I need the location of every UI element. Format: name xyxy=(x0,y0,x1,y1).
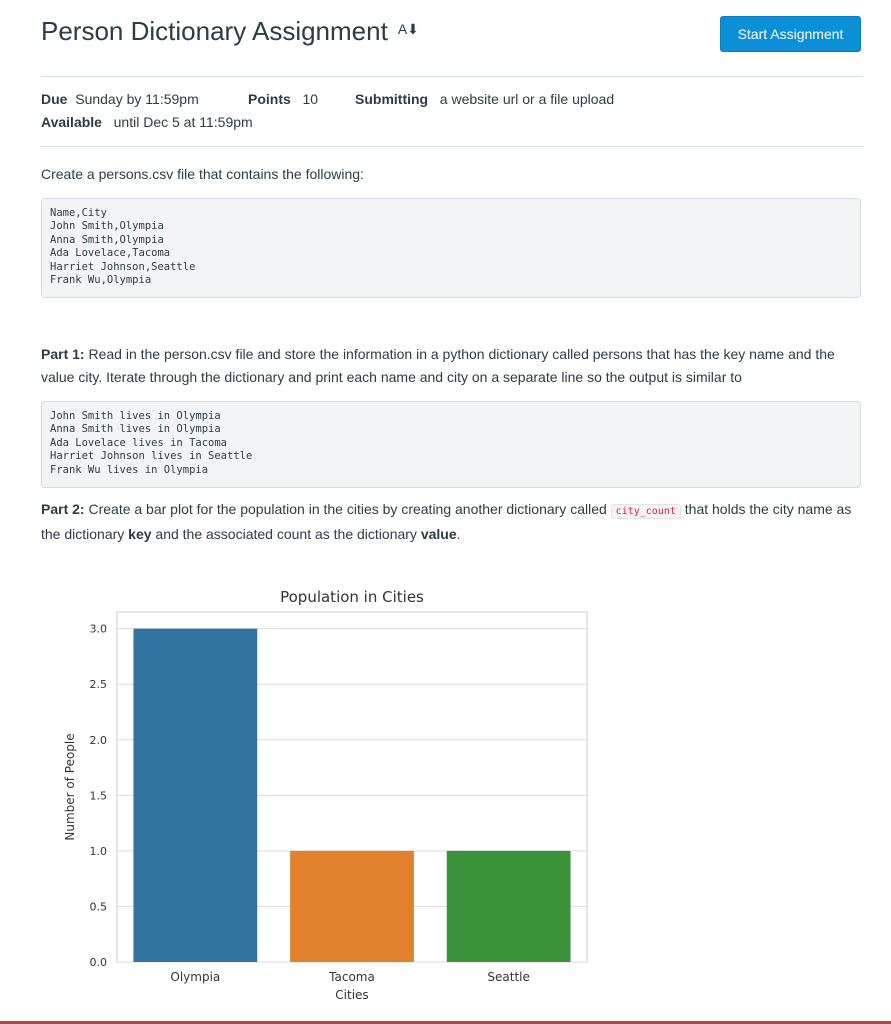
output-code-block: John Smith lives in Olympia Anna Smith lives in Olympia Ada Lovelace lives in Tacoma Harriet Johnson lives in Seattle Frank Wu lives in Olympia xyxy=(41,401,861,488)
part2-value: value xyxy=(420,526,457,542)
divider xyxy=(41,146,863,147)
y-tick-label: 1.0 xyxy=(89,844,107,858)
available-value: until Dec 5 at 11:59pm xyxy=(113,114,253,130)
part2-end: . xyxy=(456,526,461,542)
available-label: Available xyxy=(41,114,102,130)
x-tick-label: Seattle xyxy=(487,970,530,984)
page-title xyxy=(41,16,419,47)
x-tick-label: Tacoma xyxy=(329,970,375,984)
population-bar-chart xyxy=(60,580,620,1010)
part1-text: Read in the person.csv file and store the information in a python dictionary called persons that has the key name and the value city. Iterate through the dictionary and print each name and city on a separate line so the output is similar to xyxy=(41,346,835,385)
available-info xyxy=(41,114,253,130)
part2-text-b: that holds the city name as the dictionary xyxy=(41,501,852,542)
intro-text: Create a persons.csv file that contains the following: xyxy=(41,166,364,182)
divider xyxy=(41,76,863,77)
assignment-title: Person Dictionary Assignment xyxy=(41,16,388,46)
csv-code-block: Name,City John Smith,Olympia Anna Smith,Olympia Ada Lovelace,Tacoma Harriet Johnson,Seattle Frank Wu,Olympia xyxy=(41,198,861,298)
points-label: Points xyxy=(248,91,291,107)
bar-olympia xyxy=(133,629,257,962)
submitting-label: Submitting xyxy=(355,91,429,107)
part2-text-c: and the associated count as the dictionary xyxy=(155,526,417,542)
x-tick-label: Olympia xyxy=(170,970,221,984)
y-tick-label: 2.5 xyxy=(89,678,107,692)
y-tick-label: 0.0 xyxy=(89,956,107,969)
part2-paragraph xyxy=(41,498,871,546)
y-axis-label: Number of People xyxy=(63,733,77,841)
due-label: Due xyxy=(41,91,68,107)
submitting-value: a website url or a file upload xyxy=(439,91,615,107)
part1-label: Part 1: xyxy=(41,346,85,362)
part2-text-a: Create a bar plot for the population in the cities by creating another dictionary called xyxy=(88,501,607,517)
submitting-info xyxy=(355,91,614,107)
y-tick-label: 3.0 xyxy=(89,622,107,636)
chart-title: Population in Cities xyxy=(280,588,424,606)
points-value: 10 xyxy=(302,91,319,107)
part2-key: key xyxy=(128,526,152,542)
bar-seattle xyxy=(447,851,571,962)
part2-label: Part 2: xyxy=(41,501,85,517)
start-assignment-button[interactable]: Start Assignment xyxy=(720,16,861,52)
y-tick-label: 2.0 xyxy=(89,733,107,747)
bar-tacoma xyxy=(290,851,414,962)
due-info xyxy=(41,91,199,107)
x-axis-label: Cities xyxy=(335,988,369,1002)
y-tick-label: 1.5 xyxy=(89,789,107,803)
accessibility-icon[interactable]: A⬇ xyxy=(397,21,419,37)
city-count-code: city_count xyxy=(611,504,681,519)
due-value: Sunday by 11:59pm xyxy=(75,91,199,107)
part1-paragraph xyxy=(41,343,871,389)
y-tick-label: 0.5 xyxy=(89,900,107,914)
points-info xyxy=(248,91,318,107)
